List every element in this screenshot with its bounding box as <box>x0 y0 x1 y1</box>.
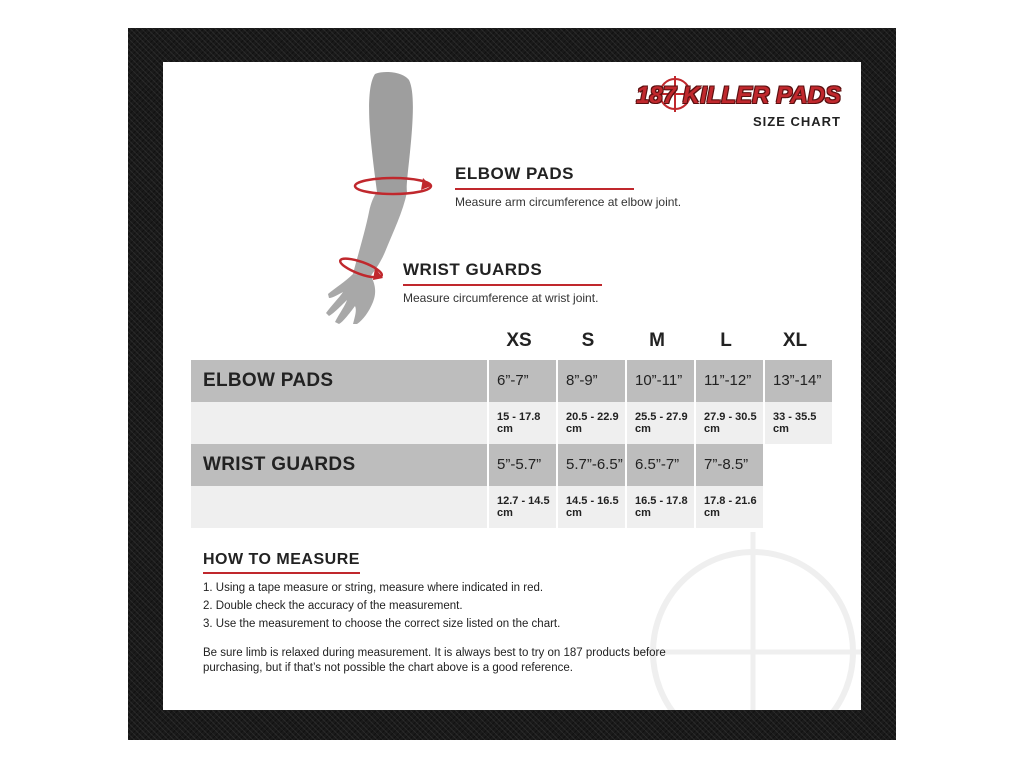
wrist-inches-row <box>191 444 763 486</box>
wrist-inch-l: 7”-8.5” <box>694 444 761 486</box>
logo-brand-text: 187 KILLER PADS <box>636 82 841 109</box>
elbow-row-label: ELBOW PADS <box>203 370 334 391</box>
crosshair-watermark-icon <box>633 532 861 710</box>
size-header-s: S <box>581 330 595 351</box>
step-1: 1. Using a tape measure or string, measure where indicated in red. <box>203 582 544 594</box>
elbow-cm-xl: 33 - 35.5 cm <box>763 402 830 444</box>
wrist-inch-xs: 5”-5.7” <box>487 444 554 486</box>
elbow-inch-l: 11”-12” <box>694 360 761 402</box>
size-chart-panel <box>163 62 861 710</box>
measure-note: Be sure limb is relaxed during measurement. It is always best to try on 187 products before purchasing, but if that’s not possible the chart above is a good reference. <box>203 647 666 674</box>
elbow-inch-m: 10”-11” <box>625 360 692 402</box>
step-3: 3. Use the measurement to choose the correct size listed on the chart. <box>203 618 561 630</box>
wrist-inch-m: 6.5”-7” <box>625 444 692 486</box>
wrist-description: Measure circumference at wrist joint. <box>403 291 599 305</box>
elbow-cm-l: 27.9 - 30.5 cm <box>694 402 761 444</box>
how-to-measure-steps <box>203 582 560 636</box>
elbow-inch-s: 8”-9” <box>556 360 623 402</box>
size-header-m: M <box>649 330 665 351</box>
wrist-cm-s: 14.5 - 16.5 cm <box>556 486 623 528</box>
elbow-inch-xs: 6”-7” <box>487 360 554 402</box>
elbow-cm-xs: 15 - 17.8 cm <box>487 402 554 444</box>
step-2: 2. Double check the accuracy of the measurement. <box>203 600 463 612</box>
elbow-cm-m: 25.5 - 27.9 cm <box>625 402 692 444</box>
wrist-cm-m: 16.5 - 17.8 cm <box>625 486 692 528</box>
elbow-title: ELBOW PADS <box>455 164 634 190</box>
elbow-description: Measure arm circumference at elbow joint. <box>455 195 682 209</box>
how-to-measure-title: HOW TO MEASURE <box>203 551 360 574</box>
elbow-cm-s: 20.5 - 22.9 cm <box>556 402 623 444</box>
elbow-cm-row <box>191 402 832 444</box>
wrist-cm-l: 17.8 - 21.6 cm <box>694 486 761 528</box>
wrist-title: WRIST GUARDS <box>403 260 602 286</box>
size-header-xl: XL <box>782 330 808 351</box>
elbow-inch-xl: 13”-14” <box>763 360 830 402</box>
wrist-inch-s: 5.7”-6.5” <box>556 444 623 486</box>
elbow-inches-row <box>191 360 832 402</box>
wrist-measure-label <box>403 260 602 305</box>
size-header-xs: XS <box>506 330 532 351</box>
size-header-l: L <box>720 330 732 351</box>
logo-subtitle: SIZE CHART <box>753 114 841 129</box>
wrist-row-label: WRIST GUARDS <box>203 454 356 475</box>
wrist-cm-xs: 12.7 - 14.5 cm <box>487 486 554 528</box>
wrist-cm-row <box>191 486 763 528</box>
brand-logo <box>636 74 853 134</box>
elbow-measure-label <box>455 164 681 209</box>
